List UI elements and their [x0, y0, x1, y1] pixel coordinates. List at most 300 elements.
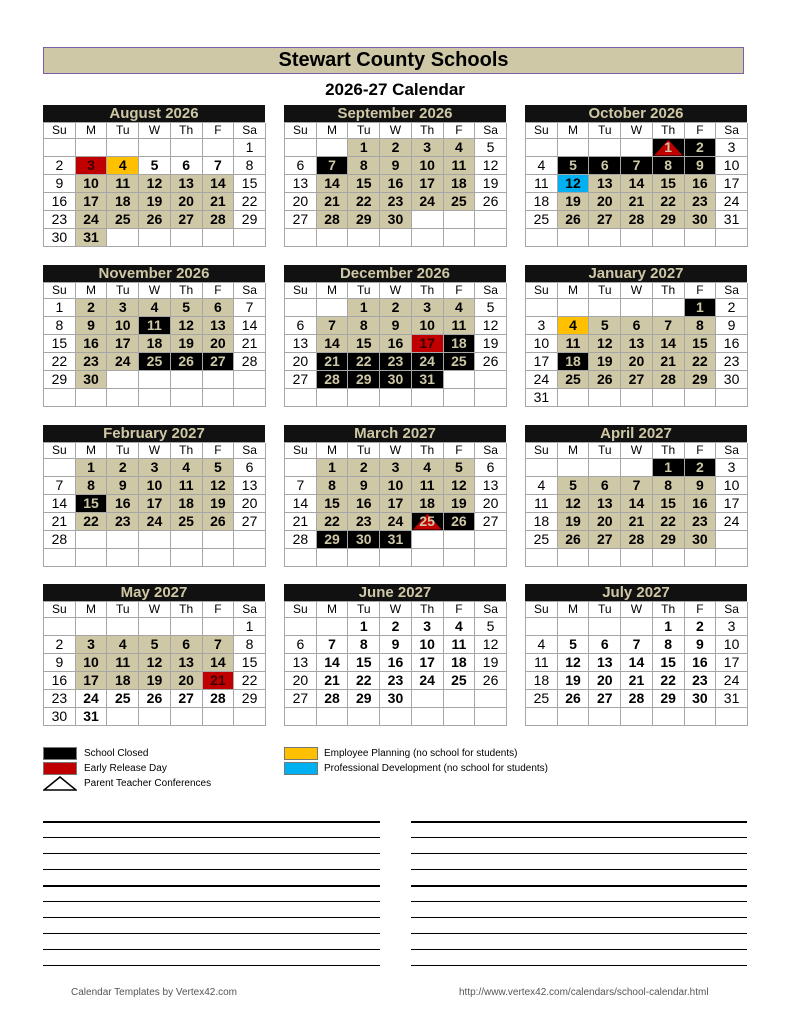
day-cell: 16: [380, 335, 412, 353]
day-cell: 5: [203, 459, 235, 477]
day-cell: 5: [558, 157, 590, 175]
weekday-header: W: [621, 123, 653, 139]
day-cell: 7: [203, 157, 235, 175]
weekday-header: W: [380, 443, 412, 459]
weekday-header: W: [380, 602, 412, 618]
day-cell: 16: [44, 193, 76, 211]
day-cell: 8: [653, 636, 685, 654]
footer-url[interactable]: http://www.vertex42.com/calendars/school-calendar.html: [459, 987, 709, 998]
day-cell: 11: [526, 654, 558, 672]
day-cell: 1: [44, 299, 76, 317]
empty-cell: [558, 618, 590, 636]
day-cell: 18: [444, 175, 476, 193]
day-cell: 15: [44, 335, 76, 353]
day-cell: 27: [285, 211, 317, 229]
day-cell: 25: [107, 690, 139, 708]
empty-cell: [317, 299, 349, 317]
weekday-header: Sa: [716, 602, 748, 618]
day-cell: 7: [234, 299, 266, 317]
day-cell: 21: [621, 672, 653, 690]
empty-cell: [234, 531, 266, 549]
day-cell: 28: [317, 690, 349, 708]
day-cell: 2: [716, 299, 748, 317]
weekday-header: W: [380, 123, 412, 139]
day-cell: 26: [475, 353, 507, 371]
day-cell: 2: [348, 459, 380, 477]
day-cell: 22: [234, 193, 266, 211]
day-cell: 31: [76, 708, 108, 726]
empty-cell: [285, 299, 317, 317]
day-cell: 14: [653, 335, 685, 353]
weekday-header: Su: [285, 123, 317, 139]
month-grid: [43, 282, 265, 407]
day-cell: 13: [589, 175, 621, 193]
empty-cell: [558, 299, 590, 317]
day-cell: 27: [203, 353, 235, 371]
month-title: March 2027: [284, 425, 506, 442]
day-cell: 10: [526, 335, 558, 353]
weekday-header: Su: [526, 602, 558, 618]
empty-cell: [76, 618, 108, 636]
empty-cell: [285, 708, 317, 726]
day-cell: 1: [653, 139, 685, 157]
day-cell: 3: [380, 459, 412, 477]
school-title: Stewart County Schools: [43, 47, 744, 74]
empty-cell: [380, 549, 412, 567]
day-cell: 9: [380, 317, 412, 335]
day-cell: 14: [203, 175, 235, 193]
day-cell: 11: [444, 636, 476, 654]
empty-cell: [444, 389, 476, 407]
day-cell: 24: [526, 371, 558, 389]
day-cell: 26: [475, 193, 507, 211]
empty-cell: [348, 389, 380, 407]
day-cell: 21: [317, 193, 349, 211]
day-cell: 4: [526, 157, 558, 175]
empty-cell: [589, 139, 621, 157]
day-cell: 24: [107, 353, 139, 371]
empty-cell: [412, 531, 444, 549]
day-cell: 22: [653, 672, 685, 690]
day-cell: 24: [716, 672, 748, 690]
empty-cell: [285, 389, 317, 407]
empty-cell: [171, 229, 203, 247]
day-cell: 25: [107, 211, 139, 229]
weekday-header: F: [203, 123, 235, 139]
day-cell: 3: [716, 139, 748, 157]
day-cell: 18: [558, 353, 590, 371]
empty-cell: [589, 299, 621, 317]
day-cell: 29: [348, 371, 380, 389]
empty-cell: [716, 389, 748, 407]
weekday-header: F: [685, 283, 717, 299]
day-cell: 4: [526, 636, 558, 654]
day-cell: 30: [380, 371, 412, 389]
empty-cell: [716, 549, 748, 567]
month-grid: [525, 442, 747, 567]
weekday-header: M: [317, 443, 349, 459]
empty-cell: [475, 690, 507, 708]
day-cell: 3: [412, 618, 444, 636]
day-cell: 17: [139, 495, 171, 513]
day-cell: 6: [475, 459, 507, 477]
empty-cell: [412, 549, 444, 567]
day-cell: 12: [475, 157, 507, 175]
empty-cell: [234, 708, 266, 726]
legend-early-swatch: [43, 762, 77, 775]
day-cell: 14: [285, 495, 317, 513]
day-cell: 10: [380, 477, 412, 495]
weekday-header: Th: [412, 123, 444, 139]
day-cell: 13: [285, 335, 317, 353]
day-cell: 26: [171, 353, 203, 371]
day-cell: 28: [317, 211, 349, 229]
empty-cell: [526, 229, 558, 247]
note-line: [411, 901, 747, 902]
empty-cell: [139, 531, 171, 549]
weekday-header: Th: [653, 602, 685, 618]
empty-cell: [716, 229, 748, 247]
empty-cell: [171, 618, 203, 636]
weekday-header: M: [558, 283, 590, 299]
day-cell: 13: [285, 175, 317, 193]
day-cell: 18: [526, 513, 558, 531]
day-cell: 5: [139, 157, 171, 175]
day-cell: 30: [685, 211, 717, 229]
empty-cell: [317, 389, 349, 407]
note-line: [411, 869, 747, 870]
day-cell: 30: [685, 531, 717, 549]
day-cell: 1: [348, 299, 380, 317]
month-grid: [525, 122, 747, 247]
empty-cell: [44, 459, 76, 477]
empty-cell: [526, 459, 558, 477]
day-cell: 28: [653, 371, 685, 389]
day-cell: 2: [44, 636, 76, 654]
weekday-header: Tu: [589, 283, 621, 299]
empty-cell: [412, 229, 444, 247]
month-calendar: [525, 584, 747, 726]
weekday-header: F: [444, 123, 476, 139]
day-cell: 27: [589, 211, 621, 229]
day-cell: 12: [139, 654, 171, 672]
weekday-header: W: [621, 443, 653, 459]
month-calendar: [525, 105, 747, 247]
day-cell: 11: [526, 495, 558, 513]
day-cell: 11: [171, 477, 203, 495]
day-cell: 7: [317, 317, 349, 335]
empty-cell: [285, 139, 317, 157]
day-cell: 8: [348, 636, 380, 654]
day-cell: 20: [621, 353, 653, 371]
day-cell: 5: [444, 459, 476, 477]
weekday-header: F: [685, 602, 717, 618]
day-cell: 3: [526, 317, 558, 335]
day-cell: 12: [139, 175, 171, 193]
month-grid: [284, 122, 506, 247]
day-cell: 21: [203, 672, 235, 690]
day-cell: 3: [716, 618, 748, 636]
weekday-header: F: [685, 123, 717, 139]
weekday-header: Sa: [475, 602, 507, 618]
weekday-header: M: [317, 123, 349, 139]
weekday-header: Sa: [716, 123, 748, 139]
day-cell: 24: [716, 513, 748, 531]
month-title: September 2026: [284, 105, 506, 122]
empty-cell: [107, 708, 139, 726]
month-calendar: [284, 265, 506, 407]
day-cell: 29: [685, 371, 717, 389]
empty-cell: [653, 299, 685, 317]
day-cell: 18: [526, 672, 558, 690]
day-cell: 23: [44, 690, 76, 708]
day-cell: 29: [653, 211, 685, 229]
day-cell: 6: [589, 157, 621, 175]
weekday-header: Su: [44, 123, 76, 139]
weekday-header: M: [76, 123, 108, 139]
empty-cell: [621, 618, 653, 636]
day-cell: 28: [621, 211, 653, 229]
day-cell: 25: [558, 371, 590, 389]
day-cell: 12: [203, 477, 235, 495]
day-cell: 15: [348, 175, 380, 193]
weekday-header: W: [139, 123, 171, 139]
empty-cell: [317, 549, 349, 567]
month-grid: [43, 122, 265, 247]
day-cell: 20: [285, 353, 317, 371]
weekday-header: F: [685, 443, 717, 459]
day-cell: 6: [234, 459, 266, 477]
empty-cell: [412, 708, 444, 726]
day-cell: 26: [558, 690, 590, 708]
day-cell: 10: [76, 175, 108, 193]
empty-cell: [412, 690, 444, 708]
empty-cell: [285, 459, 317, 477]
day-cell: 2: [76, 299, 108, 317]
day-cell: 21: [317, 672, 349, 690]
day-cell: 7: [653, 317, 685, 335]
day-cell: 4: [558, 317, 590, 335]
day-cell: 22: [348, 672, 380, 690]
note-line: [43, 917, 380, 918]
weekday-header: Tu: [589, 123, 621, 139]
month-calendar: [43, 265, 265, 407]
day-cell: 25: [171, 513, 203, 531]
day-cell: 19: [171, 335, 203, 353]
day-cell: 30: [380, 211, 412, 229]
day-cell: 20: [589, 193, 621, 211]
day-cell: 6: [285, 317, 317, 335]
day-cell: 15: [76, 495, 108, 513]
day-cell: 10: [412, 157, 444, 175]
empty-cell: [444, 549, 476, 567]
day-cell: 11: [558, 335, 590, 353]
empty-cell: [475, 229, 507, 247]
calendar-subtitle: 2026-27 Calendar: [325, 80, 465, 99]
day-cell: 29: [234, 690, 266, 708]
legend-early-label: Early Release Day: [84, 763, 167, 774]
empty-cell: [589, 229, 621, 247]
day-cell: 3: [107, 299, 139, 317]
empty-cell: [685, 229, 717, 247]
day-cell: 29: [653, 690, 685, 708]
empty-cell: [558, 389, 590, 407]
day-cell: 1: [234, 618, 266, 636]
day-cell: 9: [107, 477, 139, 495]
day-cell: 13: [171, 654, 203, 672]
day-cell: 19: [558, 672, 590, 690]
day-cell: 8: [317, 477, 349, 495]
day-cell: 9: [348, 477, 380, 495]
empty-cell: [621, 459, 653, 477]
empty-cell: [76, 531, 108, 549]
weekday-header: Tu: [348, 123, 380, 139]
empty-cell: [139, 229, 171, 247]
day-cell: 23: [76, 353, 108, 371]
weekday-header: Su: [44, 283, 76, 299]
month-title: December 2026: [284, 265, 506, 282]
empty-cell: [76, 139, 108, 157]
day-cell: 21: [285, 513, 317, 531]
empty-cell: [685, 549, 717, 567]
day-cell: 22: [653, 513, 685, 531]
legend-planning-swatch: [284, 747, 318, 760]
weekday-header: M: [558, 602, 590, 618]
empty-cell: [475, 371, 507, 389]
day-cell: 7: [621, 157, 653, 175]
day-cell: 17: [716, 654, 748, 672]
day-cell: 14: [621, 175, 653, 193]
day-cell: 7: [621, 477, 653, 495]
day-cell: 12: [475, 317, 507, 335]
empty-cell: [107, 371, 139, 389]
day-cell: 29: [348, 211, 380, 229]
day-cell: 7: [621, 636, 653, 654]
day-cell: 30: [716, 371, 748, 389]
day-cell: 10: [76, 654, 108, 672]
weekday-header: W: [621, 602, 653, 618]
empty-cell: [348, 549, 380, 567]
weekday-header: M: [317, 283, 349, 299]
empty-cell: [139, 618, 171, 636]
month-grid: [284, 601, 506, 726]
day-cell: 12: [589, 335, 621, 353]
footer-credit: Calendar Templates by Vertex42.com: [71, 987, 238, 998]
note-line: [411, 853, 747, 854]
day-cell: 23: [107, 513, 139, 531]
empty-cell: [107, 618, 139, 636]
day-cell: 25: [139, 353, 171, 371]
empty-cell: [203, 549, 235, 567]
day-cell: 7: [317, 636, 349, 654]
day-cell: 21: [621, 513, 653, 531]
day-cell: 19: [139, 193, 171, 211]
empty-cell: [285, 229, 317, 247]
weekday-header: Sa: [234, 443, 266, 459]
day-cell: 31: [716, 690, 748, 708]
day-cell: 9: [76, 317, 108, 335]
day-cell: 22: [348, 353, 380, 371]
day-cell: 19: [475, 654, 507, 672]
day-cell: 5: [139, 636, 171, 654]
day-cell: 2: [107, 459, 139, 477]
empty-cell: [107, 139, 139, 157]
note-line: [43, 901, 380, 902]
empty-cell: [203, 139, 235, 157]
day-cell: 17: [76, 193, 108, 211]
day-cell: 24: [76, 211, 108, 229]
day-cell: 14: [234, 317, 266, 335]
day-cell: 4: [171, 459, 203, 477]
month-title: February 2027: [43, 425, 265, 442]
day-cell: 19: [589, 353, 621, 371]
day-cell: 27: [621, 371, 653, 389]
day-cell: 7: [203, 636, 235, 654]
empty-cell: [107, 549, 139, 567]
month-calendar: [43, 105, 265, 247]
weekday-header: Tu: [589, 443, 621, 459]
empty-cell: [716, 708, 748, 726]
day-cell: 14: [621, 654, 653, 672]
weekday-header: Th: [171, 602, 203, 618]
empty-cell: [44, 549, 76, 567]
note-line: [43, 869, 380, 870]
day-cell: 6: [589, 636, 621, 654]
empty-cell: [139, 139, 171, 157]
month-grid: [525, 601, 747, 726]
day-cell: 10: [139, 477, 171, 495]
day-cell: 3: [76, 157, 108, 175]
day-cell: 27: [285, 690, 317, 708]
day-cell: 17: [380, 495, 412, 513]
day-cell: 1: [685, 299, 717, 317]
note-line: [43, 933, 380, 934]
month-calendar: [525, 425, 747, 567]
empty-cell: [348, 229, 380, 247]
day-cell: 6: [171, 157, 203, 175]
weekday-header: Tu: [348, 443, 380, 459]
empty-cell: [444, 229, 476, 247]
month-grid: [43, 442, 265, 567]
weekday-header: Su: [44, 443, 76, 459]
day-cell: 21: [621, 193, 653, 211]
empty-cell: [589, 708, 621, 726]
empty-cell: [444, 690, 476, 708]
empty-cell: [203, 618, 235, 636]
weekday-header: Sa: [475, 283, 507, 299]
day-cell: 16: [76, 335, 108, 353]
empty-cell: [475, 549, 507, 567]
day-cell: 1: [653, 459, 685, 477]
day-cell: 16: [685, 654, 717, 672]
note-line: [43, 949, 380, 950]
day-cell: 13: [589, 654, 621, 672]
day-cell: 9: [44, 175, 76, 193]
note-line: [411, 837, 747, 838]
weekday-header: F: [444, 602, 476, 618]
day-cell: 31: [380, 531, 412, 549]
legend-pd-swatch: [284, 762, 318, 775]
day-cell: 8: [234, 636, 266, 654]
day-cell: 21: [203, 193, 235, 211]
day-cell: 20: [171, 672, 203, 690]
day-cell: 19: [558, 193, 590, 211]
day-cell: 24: [139, 513, 171, 531]
empty-cell: [526, 299, 558, 317]
day-cell: 19: [475, 335, 507, 353]
day-cell: 23: [380, 672, 412, 690]
empty-cell: [558, 139, 590, 157]
